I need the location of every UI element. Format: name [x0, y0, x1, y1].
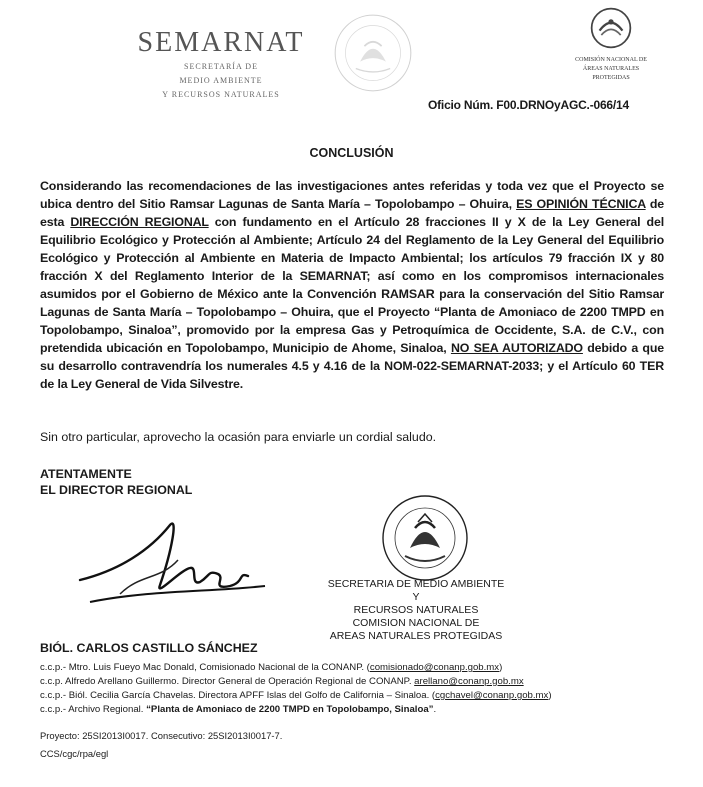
body-text-2: de esta [40, 197, 664, 229]
conanp-text-3: PROTEGIDAS [592, 75, 630, 81]
seal-caption-3: COMISION NACIONAL DE [352, 617, 480, 629]
mexico-seal-watermark [330, 10, 416, 96]
ccp-list [40, 661, 680, 717]
ccp-line: c.c.p.- Archivo Regional. “Planta de Amoniaco de 2200 TMPD en Topolobampo, Sinaloa”. [40, 704, 437, 715]
semarnat-name: SEMARNAT [137, 27, 305, 58]
seal-caption-4: AREAS NATURALES PROTEGIDAS [329, 630, 503, 642]
seal-caption [326, 578, 506, 643]
document-title: CONCLUSIÓN [309, 146, 394, 160]
estados-unidos-mexicanos-seal [360, 476, 490, 586]
ccp-line: c.c.p. Alfredo Arellano Guillermo. Director General de Operación Regional de CONANP. arellano@conanp.gob.mx [40, 676, 524, 687]
body-text-4: debido a que su desarrollo contravendría los numerales 4.5 y 4.16 de la NOM-022-SEMARNAT-2033; y el Artículo 60 TER de la Ley General de Vida Silvestre. [40, 341, 664, 391]
semarnat-sub-3: Y RECURSOS NATURALES [162, 90, 280, 99]
email-link[interactable]: arellano@conanp.gob.mx [414, 676, 524, 687]
body-text-1: Considerando las recomendaciones de las investigaciones antes referidas y toda vez que el Proyecto se ubica dentro del Sitio Ramsar Lagunas de Santa María – Topolobampo – Ohuira, [40, 179, 664, 211]
conanp-logo [566, 6, 656, 86]
body-underline-3: NO SEA AUTORIZADO [450, 341, 583, 355]
handwritten-signature [60, 510, 300, 620]
oficio-number: Oficio Núm. F00.DRNOyAGC.-066/14 [428, 98, 629, 112]
semarnat-sub-1: SECRETARÍA DE [184, 62, 258, 71]
semarnat-logo [136, 28, 306, 108]
closing-greeting: Sin otro particular, aprovecho la ocasión para enviarle un cordial saludo. [40, 430, 437, 444]
atentamente-label: ATENTAMENTE [40, 467, 132, 481]
email-link[interactable]: comisionado@conanp.gob.mx [369, 662, 500, 673]
director-title: EL DIRECTOR REGIONAL [40, 483, 193, 497]
author-initials: CCS/cgc/rpa/egl [40, 748, 109, 759]
seal-caption-1: SECRETARIA DE MEDIO AMBIENTE Y [327, 578, 505, 603]
semarnat-sub-2: MEDIO AMBIENTE [179, 76, 263, 85]
conanp-text-1: COMISIÓN NACIONAL DE [575, 57, 647, 63]
project-reference: Proyecto: 25SI2013I0017. Consecutivo: 25SI2013I0017-7. [40, 730, 283, 741]
body-underline-1: ES OPINIÓN TÉCNICA [516, 197, 646, 211]
body-text-3: con fundamento en el Artículo 28 fracciones II y X de la Ley General del Equilibrio Ecológico y Protección al Ambiente; Artículo 24 del Reglamento de la Ley General del Equilibrio Ecológico y Protección al Ambiente en Materia de Impacto Ambiental; los artículos 79 fracción IX y 80 fracción X del Reglamento Interior de la SEMARNAT; así como en los compromisos internacionales asumidos por el Gobierno de México ante la Convención RAMSAR para la conservación del Sitio Ramsar Lagunas de Santa María – Topolobampo – Ohuira, que el Proyecto “Planta de Amoniaco de 2200 TMPD en Topolobampo, Sinaloa”, promovido por la empresa Gas y Petroquímica de Occidente, S.A. de C.V., con pretendida ubicación en Topolobampo, Municipio de Ahome, Sinaloa, [40, 215, 664, 355]
email-link[interactable]: cgchavel@conanp.gob.mx [435, 690, 549, 701]
seal-caption-2: RECURSOS NATURALES [353, 604, 479, 616]
signature-block-heading [40, 466, 192, 498]
body-underline-2: DIRECCIÓN REGIONAL [70, 215, 209, 229]
ccp-project-name: “Planta de Amoniaco de 2200 TMPD en Topolobampo, Sinaloa” [146, 704, 434, 715]
ccp-line: c.c.p.- Mtro. Luis Fueyo Mac Donald, Comisionado Nacional de la CONANP. (comisionado@conanp.gob.mx) [40, 662, 503, 673]
ccp-line: c.c.p.- Biól. Cecilia García Chavelas. Directora APFF Islas del Golfo de California – Sinaloa. (cgchavel@conanp.gob.mx) [40, 690, 552, 701]
conclusion-paragraph [40, 177, 664, 393]
signer-name: BIÓL. CARLOS CASTILLO SÁNCHEZ [40, 641, 258, 655]
conanp-text-2: ÁREAS NATURALES [582, 66, 640, 72]
conanp-emblem-icon [589, 6, 633, 50]
